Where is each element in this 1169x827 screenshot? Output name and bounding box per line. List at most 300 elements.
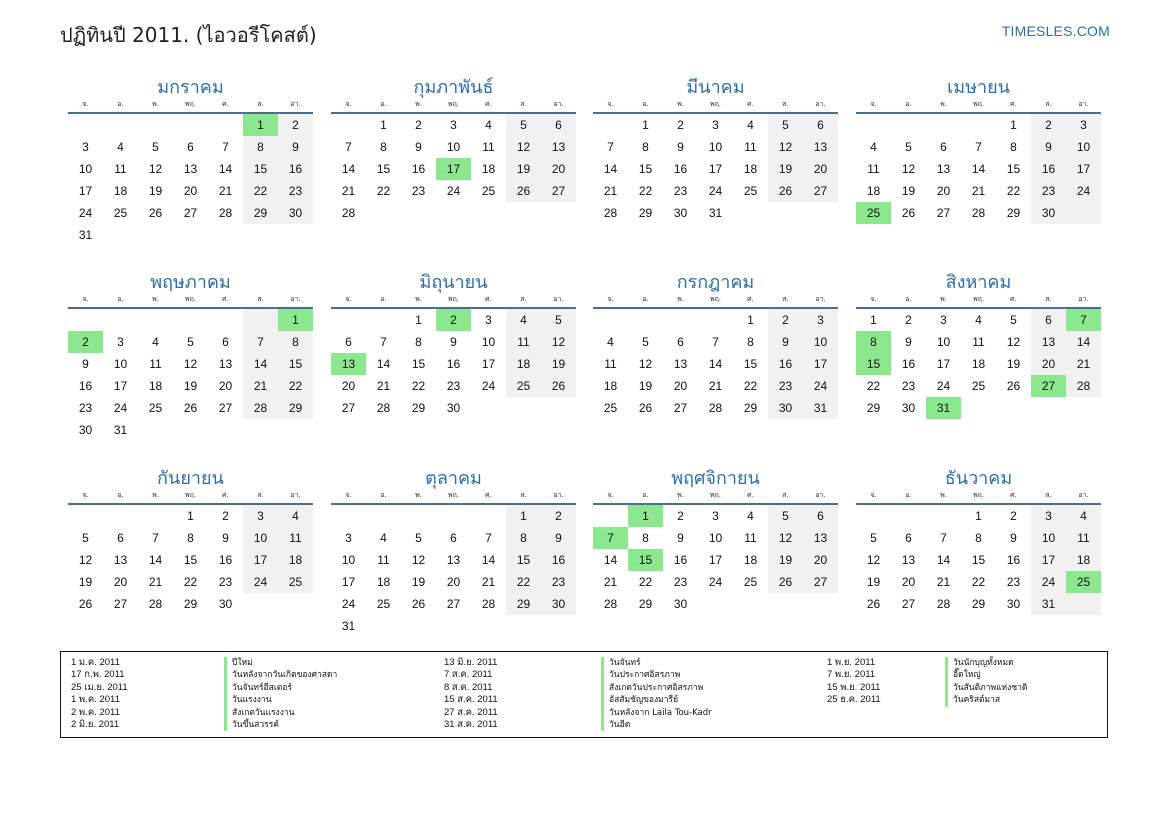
weekday-label: ศ. (1010, 491, 1017, 499)
day-cell: 28 (936, 597, 951, 611)
month-name: มกราคม (157, 77, 224, 98)
day-cell: 8 (187, 531, 194, 545)
day-cell: 17 (813, 357, 828, 371)
legend-names-col-1 (224, 657, 337, 731)
day-cell: 18 (113, 184, 128, 198)
day-cell: 10 (708, 531, 723, 545)
weekday-label: อา. (290, 295, 301, 303)
weekday-label: อา. (553, 100, 564, 108)
holiday-day-cell: 2 (68, 331, 103, 353)
day-cell: 2 (415, 118, 422, 132)
holiday-day-cell: 1 (278, 309, 313, 331)
day-cell: 22 (638, 575, 653, 589)
holiday-day-cell: 7 (1066, 309, 1101, 331)
weekday-label: ส. (257, 100, 264, 108)
day-cell: 14 (341, 162, 356, 176)
day-cell: 28 (253, 401, 268, 415)
weekday-label: พฤ. (972, 100, 985, 108)
weekday-label: อา. (290, 491, 301, 499)
weekday-label: พ. (152, 295, 159, 303)
day-cell: 16 (1006, 553, 1021, 567)
weekday-label: อา. (815, 100, 826, 108)
day-cell: 17 (341, 575, 356, 589)
legend-names-col-3 (945, 657, 1027, 707)
legend-date: 17 ก.พ. 2011 (71, 669, 125, 681)
day-cell: 29 (288, 401, 303, 415)
weekday-label: อ. (905, 491, 912, 499)
holiday-day-cell: 8 (856, 331, 891, 353)
day-cell: 30 (778, 401, 793, 415)
legend-dates-col-2 (444, 657, 498, 731)
weekday-label: อา. (815, 491, 826, 499)
weekday-label: อ. (117, 491, 124, 499)
day-cell: 18 (481, 162, 496, 176)
day-cell: 4 (747, 118, 754, 132)
day-cell: 3 (82, 140, 89, 154)
day-cell: 19 (901, 184, 916, 198)
day-cell: 12 (1006, 335, 1021, 349)
day-cell: 9 (905, 335, 912, 349)
weekday-label: จ. (607, 100, 614, 108)
weekday-label: ส. (782, 100, 789, 108)
day-cell: 20 (218, 379, 233, 393)
legend-date: 1 พ.ค. 2011 (71, 694, 120, 706)
day-cell: 18 (148, 379, 163, 393)
day-cell: 4 (870, 140, 877, 154)
day-cell: 6 (117, 531, 124, 545)
day-cell: 24 (708, 575, 723, 589)
day-cell: 12 (551, 335, 566, 349)
weekday-label: อ. (380, 295, 387, 303)
day-cell: 16 (446, 357, 461, 371)
day-cell: 28 (603, 597, 618, 611)
weekday-label: พฤ. (447, 100, 460, 108)
weekday-label: จ. (607, 491, 614, 499)
day-cell: 1 (870, 313, 877, 327)
day-cell: 22 (743, 379, 758, 393)
weekday-label: ศ. (747, 491, 754, 499)
day-cell: 15 (253, 162, 268, 176)
weekday-label: จ. (82, 100, 89, 108)
day-cell: 19 (778, 162, 793, 176)
day-cell: 29 (638, 206, 653, 220)
holiday-legend (60, 651, 1108, 738)
day-cell: 21 (253, 379, 268, 393)
day-cell: 22 (516, 575, 531, 589)
site-link[interactable]: TIMESLES.COM (1001, 23, 1110, 39)
day-cell: 18 (743, 162, 758, 176)
day-cell: 24 (253, 575, 268, 589)
day-cell: 17 (113, 379, 128, 393)
legend-date: 8 ส.ค. 2011 (444, 681, 493, 693)
day-cell: 9 (82, 357, 89, 371)
weekday-label: พ. (940, 295, 947, 303)
day-cell: 30 (288, 206, 303, 220)
legend-holiday: วันขึ้นสวรรค์ (232, 719, 279, 730)
day-cell: 21 (341, 184, 356, 198)
day-cell: 25 (148, 401, 163, 415)
day-cell: 14 (603, 162, 618, 176)
day-cell: 30 (218, 597, 233, 611)
legend-holiday: วันหลังจากวันเกิดของศาสดา (232, 670, 338, 681)
day-cell: 28 (603, 206, 618, 220)
weekday-label: ศ. (747, 100, 754, 108)
day-cell: 11 (517, 335, 530, 349)
day-cell: 22 (638, 184, 653, 198)
day-cell: 18 (516, 357, 531, 371)
day-cell: 6 (905, 531, 912, 545)
day-cell: 19 (1006, 357, 1021, 371)
day-cell: 24 (1076, 184, 1091, 198)
day-cell: 13 (446, 553, 461, 567)
weekday-label: ส. (1045, 295, 1052, 303)
legend-holiday: วันอีด (609, 719, 631, 730)
weekday-label: ส. (782, 491, 789, 499)
day-cell: 19 (148, 184, 163, 198)
weekday-header (68, 490, 313, 502)
month-name: กุมภาพันธ์ (413, 77, 494, 98)
day-cell: 20 (446, 575, 461, 589)
day-cell: 1 (380, 118, 387, 132)
day-cell: 15 (638, 162, 653, 176)
weekday-label: ศ. (485, 100, 492, 108)
day-cell: 26 (551, 379, 566, 393)
day-cell: 11 (289, 531, 302, 545)
day-cell: 3 (257, 509, 264, 523)
day-cell: 20 (673, 379, 688, 393)
day-cell: 23 (551, 575, 566, 589)
day-cell: 9 (450, 335, 457, 349)
weekday-label: ศ. (1010, 295, 1017, 303)
weekday-header (331, 294, 576, 306)
day-cell: 12 (778, 140, 793, 154)
holiday-day-cell: 15 (856, 353, 891, 375)
day-cell: 27 (901, 597, 916, 611)
weekday-label: จ. (870, 491, 877, 499)
day-cell: 25 (743, 575, 758, 589)
day-cell: 17 (481, 357, 496, 371)
day-cell: 20 (813, 553, 828, 567)
month-name: สิงหาคม (945, 272, 1012, 293)
day-cell: 22 (183, 575, 198, 589)
day-cell: 23 (901, 379, 916, 393)
day-cell: 31 (78, 228, 93, 242)
day-cell: 31 (113, 423, 128, 437)
day-cell: 19 (78, 575, 93, 589)
day-cell: 17 (78, 184, 93, 198)
legend-holiday: วันคริสต์มาส (953, 695, 1001, 706)
day-cell: 30 (78, 423, 93, 437)
weekday-label: จ. (345, 100, 352, 108)
day-cell: 9 (1010, 531, 1017, 545)
month-name: พฤศจิกายน (671, 468, 760, 489)
weekday-label: ศ. (222, 491, 229, 499)
weekday-label: พ. (677, 100, 684, 108)
weekday-label: พฤ. (447, 295, 460, 303)
day-cell: 21 (1076, 357, 1091, 371)
weekday-label: พ. (152, 491, 159, 499)
weekday-label: อา. (815, 295, 826, 303)
day-cell: 4 (380, 531, 387, 545)
day-cell: 17 (936, 357, 951, 371)
day-cell: 3 (485, 313, 492, 327)
day-cell: 4 (1080, 509, 1087, 523)
day-cell: 29 (638, 597, 653, 611)
day-cell: 11 (377, 553, 390, 567)
day-cell: 10 (341, 553, 356, 567)
day-cell: 29 (743, 401, 758, 415)
day-cell: 24 (936, 379, 951, 393)
day-cell: 27 (551, 184, 566, 198)
weekday-label: ศ. (485, 491, 492, 499)
weekday-label: พฤ. (709, 491, 722, 499)
weekday-label: พฤ. (972, 491, 985, 499)
day-cell: 9 (555, 531, 562, 545)
day-cell: 24 (446, 184, 461, 198)
day-cell: 7 (345, 140, 352, 154)
day-cell: 2 (677, 509, 684, 523)
day-cell: 21 (708, 379, 723, 393)
day-cell: 14 (1076, 335, 1091, 349)
day-cell: 7 (712, 335, 719, 349)
day-cell: 16 (218, 553, 233, 567)
weekday-label: ศ. (222, 100, 229, 108)
day-cell: 11 (972, 335, 985, 349)
day-cell: 9 (782, 335, 789, 349)
weekday-label: พ. (677, 491, 684, 499)
day-cell: 26 (516, 184, 531, 198)
day-cell: 3 (940, 313, 947, 327)
weekday-header (856, 490, 1101, 502)
day-cell: 8 (975, 531, 982, 545)
day-cell: 6 (677, 335, 684, 349)
legend-holiday: วันจันทร์ (609, 658, 641, 668)
legend-dates-col-3 (827, 657, 881, 707)
day-cell: 23 (1041, 184, 1056, 198)
legend-date: 2 พ.ค. 2011 (71, 706, 120, 718)
day-cell: 1 (520, 509, 527, 523)
day-cell: 21 (936, 575, 951, 589)
weekday-header (593, 490, 838, 502)
month-name: มีนาคม (686, 77, 745, 98)
day-cell: 20 (341, 379, 356, 393)
day-cell: 3 (345, 531, 352, 545)
day-cell: 10 (481, 335, 496, 349)
legend-date: 15 ส.ค. 2011 (444, 694, 498, 706)
day-cell: 19 (516, 162, 531, 176)
day-cell: 16 (778, 357, 793, 371)
day-cell: 11 (744, 140, 757, 154)
legend-date: 31 ส.ค. 2011 (444, 718, 498, 730)
day-cell: 21 (218, 184, 233, 198)
day-cell: 15 (376, 162, 391, 176)
day-cell: 7 (485, 531, 492, 545)
day-cell: 3 (712, 118, 719, 132)
legend-holiday: วันนักบุญทั้งหมด (953, 658, 1014, 668)
day-cell: 26 (638, 401, 653, 415)
day-cell: 18 (866, 184, 881, 198)
day-cell: 13 (551, 140, 566, 154)
weekday-label: พฤ. (972, 295, 985, 303)
weekday-label: อา. (290, 100, 301, 108)
day-cell: 13 (183, 162, 198, 176)
day-cell: 16 (411, 162, 426, 176)
day-cell: 27 (446, 597, 461, 611)
legend-date: 15 พ.ย. 2011 (827, 681, 881, 693)
page-title: ปฏิทินปี 2011. (ไอวอรีโคสต์) (60, 23, 317, 47)
weekday-label: จ. (870, 100, 877, 108)
day-cell: 2 (782, 313, 789, 327)
day-cell: 28 (218, 206, 233, 220)
day-cell: 5 (870, 531, 877, 545)
day-cell: 23 (673, 575, 688, 589)
day-cell: 12 (148, 162, 163, 176)
day-cell: 23 (673, 184, 688, 198)
day-cell: 11 (482, 140, 495, 154)
weekday-label: จ. (870, 295, 877, 303)
legend-names-col-2 (601, 657, 712, 731)
day-cell: 28 (341, 206, 356, 220)
day-cell: 1 (747, 313, 754, 327)
day-cell: 25 (971, 379, 986, 393)
legend-date: 2 มิ.ย. 2011 (71, 718, 120, 730)
holiday-day-cell: 13 (331, 353, 366, 375)
month-name: ธันวาคม (944, 468, 1013, 489)
day-cell: 1 (415, 313, 422, 327)
day-cell: 4 (485, 118, 492, 132)
day-cell: 23 (288, 184, 303, 198)
day-cell: 5 (1010, 313, 1017, 327)
day-cell: 29 (183, 597, 198, 611)
day-cell: 29 (516, 597, 531, 611)
weekday-label: พ. (415, 100, 422, 108)
day-cell: 2 (1045, 118, 1052, 132)
legend-holiday: วันหลังจาก Laila Tou-Kadr (609, 707, 712, 718)
day-cell: 14 (148, 553, 163, 567)
day-cell: 18 (743, 553, 758, 567)
day-cell: 4 (975, 313, 982, 327)
day-cell: 5 (415, 531, 422, 545)
day-cell: 31 (1041, 597, 1056, 611)
day-cell: 26 (148, 206, 163, 220)
day-cell: 24 (78, 206, 93, 220)
day-cell: 22 (971, 575, 986, 589)
day-cell: 8 (642, 140, 649, 154)
day-cell: 8 (292, 335, 299, 349)
day-cell: 5 (152, 140, 159, 154)
legend-date: 7 พ.ย. 2011 (827, 669, 876, 681)
day-cell: 7 (607, 140, 614, 154)
weekday-label: พ. (940, 100, 947, 108)
weekday-label: จ. (345, 491, 352, 499)
day-cell: 7 (257, 335, 264, 349)
weekday-label: อา. (553, 295, 564, 303)
weekday-label: พ. (677, 295, 684, 303)
day-cell: 18 (971, 357, 986, 371)
weekday-label: ส. (520, 100, 527, 108)
day-cell: 11 (867, 162, 880, 176)
weekday-label: จ. (345, 295, 352, 303)
day-cell: 1 (642, 118, 649, 132)
day-cell: 20 (1041, 357, 1056, 371)
day-cell: 11 (744, 531, 757, 545)
day-cell: 25 (113, 206, 128, 220)
day-cell: 5 (520, 118, 527, 132)
holiday-day-cell: 31 (926, 397, 961, 419)
day-cell: 17 (253, 553, 268, 567)
day-cell: 13 (673, 357, 688, 371)
weekday-label: ส. (782, 295, 789, 303)
legend-holiday: อัสสัมชัญของมารีย์ (609, 695, 679, 706)
day-cell: 8 (415, 335, 422, 349)
day-cell: 29 (971, 597, 986, 611)
month-name: ตุลาคม (425, 468, 482, 489)
day-cell: 4 (117, 140, 124, 154)
weekday-label: อ. (380, 100, 387, 108)
day-cell: 20 (936, 184, 951, 198)
day-cell: 12 (638, 357, 653, 371)
day-cell: 20 (901, 575, 916, 589)
month-name: พฤษภาคม (150, 272, 231, 293)
day-cell: 5 (82, 531, 89, 545)
weekday-label: ส. (257, 491, 264, 499)
legend-holiday: วันประกาศอิสรภาพ (609, 670, 681, 681)
day-cell: 21 (603, 184, 618, 198)
day-cell: 27 (341, 401, 356, 415)
day-cell: 23 (778, 379, 793, 393)
day-cell: 17 (1076, 162, 1091, 176)
day-cell: 14 (603, 553, 618, 567)
day-cell: 26 (901, 206, 916, 220)
weekday-label: ส. (1045, 491, 1052, 499)
day-cell: 15 (183, 553, 198, 567)
weekday-label: พ. (415, 295, 422, 303)
day-cell: 8 (747, 335, 754, 349)
weekday-label: จ. (607, 295, 614, 303)
day-cell: 25 (288, 575, 303, 589)
day-cell: 13 (813, 140, 828, 154)
day-cell: 10 (708, 140, 723, 154)
day-cell: 5 (555, 313, 562, 327)
day-cell: 22 (866, 379, 881, 393)
day-cell: 7 (940, 531, 947, 545)
legend-date: 25 เม.ย. 2011 (71, 681, 128, 693)
day-cell: 2 (677, 118, 684, 132)
holiday-day-cell: 1 (628, 505, 663, 527)
day-cell: 8 (380, 140, 387, 154)
day-cell: 30 (551, 597, 566, 611)
day-cell: 27 (113, 597, 128, 611)
weekday-label: ส. (1045, 100, 1052, 108)
day-cell: 13 (901, 553, 916, 567)
day-cell: 2 (292, 118, 299, 132)
day-cell: 21 (971, 184, 986, 198)
day-cell: 28 (708, 401, 723, 415)
day-cell: 10 (113, 357, 128, 371)
legend-holiday: วันสันติภาพแห่งชาติ (953, 682, 1028, 693)
day-cell: 24 (113, 401, 128, 415)
day-cell: 6 (187, 140, 194, 154)
day-cell: 21 (481, 575, 496, 589)
day-cell: 14 (253, 357, 268, 371)
day-cell: 26 (183, 401, 198, 415)
weekday-label: อ. (642, 100, 649, 108)
weekday-label: อ. (642, 295, 649, 303)
day-cell: 14 (936, 553, 951, 567)
holiday-day-cell: 25 (856, 202, 891, 224)
day-cell: 9 (677, 140, 684, 154)
day-cell: 23 (1006, 575, 1021, 589)
